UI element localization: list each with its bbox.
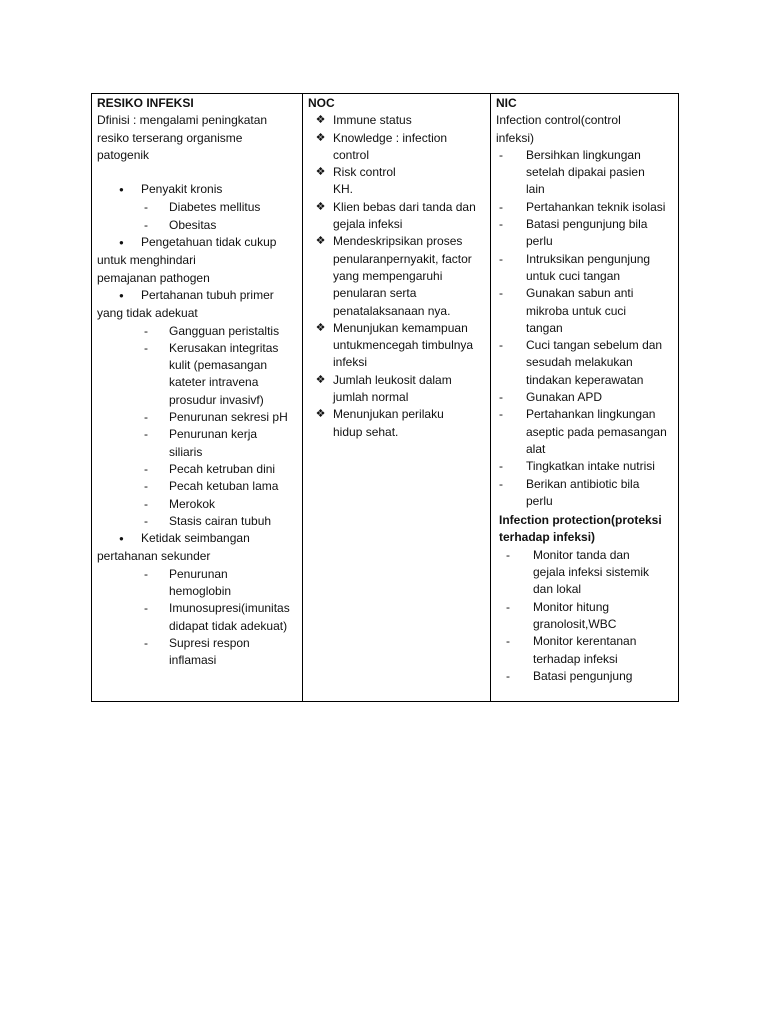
nic-item: - Monitor hitung — [496, 599, 674, 616]
dash-icon — [496, 547, 533, 564]
noc-item: ❖ Menunjukan perilaku — [308, 406, 486, 423]
nic-item: - Batasi pengunjung bila — [496, 216, 674, 233]
risk-factor-sub: - Supresi respon — [97, 635, 298, 652]
dash-icon — [496, 633, 533, 650]
dash-icon — [97, 426, 169, 443]
dash-icon — [496, 285, 526, 302]
risk-factor-sub-line: kateter intravena — [169, 375, 259, 390]
dash-icon — [97, 600, 169, 617]
dash-icon — [97, 340, 169, 357]
risk-factor-sub: - Penurunan — [97, 566, 298, 583]
risk-factor-item: ● Penyakit kronis — [97, 181, 298, 199]
noc-item-line: control — [333, 147, 370, 162]
diamond-bullet-icon: ❖ — [315, 321, 326, 334]
nic-item: - Monitor tanda dan — [496, 547, 674, 564]
risk-factor-sub: - Stasis cairan tubuh — [97, 513, 298, 530]
noc-item-line: gejala infeksi — [333, 217, 403, 232]
noc-item: ❖ Jumlah leukosit dalam — [308, 372, 486, 389]
nic-section-title: Infection control(control — [496, 113, 621, 128]
definition-line: Dfinisi : mengalami peningkatan — [97, 113, 268, 128]
dash-icon — [496, 389, 526, 406]
risk-factor-sub-line: siliaris — [169, 444, 203, 459]
noc-item: ❖ Immune status — [308, 112, 486, 129]
bullet-icon — [97, 530, 141, 548]
diamond-bullet-icon: ❖ — [315, 114, 326, 127]
noc-item-line: penatalaksanaan nya. — [333, 303, 451, 318]
nic-item-line: terhadap infeksi — [533, 651, 618, 666]
nic-item-line: granolosit,WBC — [533, 616, 617, 631]
noc-item-line: untukmencegah timbulnya — [333, 338, 474, 353]
nic-item-line: tindakan keperawatan — [526, 372, 644, 387]
risk-factor-sub: - Pecah ketruban dini — [97, 461, 298, 478]
dash-icon — [496, 251, 526, 268]
diamond-bullet-icon: ❖ — [315, 200, 326, 213]
nic-item-line: dan lokal — [533, 582, 582, 597]
risk-factor-item: ● Pertahanan tubuh primer — [97, 287, 298, 305]
risk-factor-item: ● Pengetahuan tidak cukup — [97, 234, 298, 252]
noc-item: ❖ Menunjukan kemampuan — [308, 320, 486, 337]
nic-item: - Pertahankan teknik isolasi — [496, 199, 674, 216]
diamond-bullet-icon: ❖ — [315, 235, 326, 248]
nic-item: - Berikan antibiotic bila — [496, 476, 674, 493]
dash-icon — [496, 147, 526, 164]
diamond-bullet-icon: ❖ — [315, 408, 326, 421]
nic-header: NIC — [496, 96, 517, 110]
definition-line: patogenik — [97, 147, 150, 162]
diamond-bullet-icon: ❖ — [315, 131, 326, 144]
diamond-bullet-icon: ❖ — [315, 373, 326, 386]
nic-item: - Cuci tangan sebelum dan — [496, 337, 674, 354]
dash-icon — [496, 476, 526, 493]
nic-item-line: gejala infeksi sistemik — [533, 565, 650, 580]
noc-item: ❖ Mendeskripsikan proses — [308, 233, 486, 250]
risk-factor-sub: - Kerusakan integritas — [97, 340, 298, 357]
noc-header: NOC — [308, 96, 335, 110]
dash-icon — [97, 478, 169, 495]
bullet-icon — [97, 287, 141, 305]
noc-item-line: penularanpernyakit, factor — [333, 251, 472, 266]
dash-icon — [496, 216, 526, 233]
dash-icon — [496, 406, 526, 423]
nic-section-title: terhadap infeksi) — [499, 530, 596, 545]
risk-factor-line: yang tidak adekuat — [97, 306, 198, 321]
definition-line: resiko terserang organisme — [97, 130, 243, 145]
risk-factor-sub: - Gangguan peristaltis — [97, 323, 298, 340]
dash-icon — [97, 217, 169, 234]
bullet-icon — [97, 181, 141, 199]
dash-icon — [97, 513, 169, 530]
nic-item-line: setelah dipakai pasien — [526, 165, 645, 180]
noc-item: ❖ Klien bebas dari tanda dan — [308, 199, 486, 216]
diagnosis-column — [92, 94, 303, 701]
risk-factor-sub: - Diabetes mellitus — [97, 199, 298, 216]
noc-column — [303, 94, 491, 701]
dash-icon — [97, 461, 169, 478]
dash-icon — [97, 635, 169, 652]
dash-icon — [496, 199, 526, 216]
nic-item: - Pertahankan lingkungan — [496, 406, 674, 423]
nic-item-line: perlu — [526, 234, 553, 249]
risk-factor-sub: - Penurunan sekresi pH — [97, 409, 298, 426]
nic-item-line: untuk cuci tangan — [526, 268, 621, 283]
bullet-icon — [97, 234, 141, 252]
nic-item: - Gunakan sabun anti — [496, 285, 674, 302]
noc-item-line: yang mempengaruhi — [333, 268, 443, 283]
nic-item-line: aseptic pada pemasangan — [526, 424, 667, 439]
risk-factor-sub-line: hemoglobin — [169, 584, 232, 599]
risk-factor-sub: - Obesitas — [97, 217, 298, 234]
risk-factor-line: pemajanan pathogen — [97, 270, 210, 285]
dash-icon — [496, 337, 526, 354]
risk-factor-sub: - Merokok — [97, 496, 298, 513]
nic-item: - Monitor kerentanan — [496, 633, 674, 650]
dash-icon — [97, 199, 169, 216]
nic-item: - Gunakan APD — [496, 389, 674, 406]
nic-item: - Batasi pengunjung — [496, 668, 674, 685]
nic-section-title: infeksi) — [496, 130, 535, 145]
nic-item-line: perlu — [526, 493, 553, 508]
nic-item: - Intruksikan pengunjung — [496, 251, 674, 268]
risk-factor-sub-line: kulit (pemasangan — [169, 358, 268, 373]
noc-item: ❖ Risk control — [308, 164, 486, 181]
noc-item-line: jumlah normal — [333, 390, 409, 405]
noc-item-line: KH. — [333, 182, 354, 197]
risk-factor-sub-line: didapat tidak adekuat) — [169, 618, 288, 633]
diagnosis-header: RESIKO INFEKSI — [97, 96, 194, 110]
nic-item: - Tingkatkan intake nutrisi — [496, 458, 674, 475]
risk-factor-item: ● Ketidak seimbangan — [97, 530, 298, 548]
risk-factor-sub: - Imunosupresi(imunitas — [97, 600, 298, 617]
dash-icon — [496, 458, 526, 475]
dash-icon — [97, 409, 169, 426]
diamond-bullet-icon: ❖ — [315, 166, 326, 179]
risk-factor-sub: - Pecah ketuban lama — [97, 478, 298, 495]
dash-icon — [496, 668, 533, 685]
risk-factor-line: pertahanan sekunder — [97, 549, 211, 564]
nic-item-line: mikroba untuk cuci — [526, 303, 627, 318]
dash-icon — [496, 599, 533, 616]
nic-item-line: lain — [526, 182, 545, 197]
risk-factor-sub: - Penurunan kerja — [97, 426, 298, 443]
noc-item-line: hidup sehat. — [333, 424, 399, 439]
noc-item-line: penularan serta — [333, 286, 417, 301]
nic-item-line: tangan — [526, 320, 563, 335]
nic-item: - Bersihkan lingkungan — [496, 147, 674, 164]
noc-item-line: infeksi — [333, 355, 368, 370]
nic-item-line: alat — [526, 441, 546, 456]
dash-icon — [97, 323, 169, 340]
dash-icon — [97, 496, 169, 513]
nic-column — [491, 94, 678, 701]
risk-factor-sub-line: inflamasi — [169, 653, 217, 668]
noc-item: ❖ Knowledge : infection — [308, 130, 486, 147]
care-plan-table — [91, 93, 679, 702]
risk-factor-sub-line: prosudur invasivf) — [169, 392, 264, 407]
nic-item-line: sesudah melakukan — [526, 355, 633, 370]
risk-factor-line: untuk menghindari — [97, 253, 196, 268]
dash-icon — [97, 566, 169, 583]
nic-section-title: Infection protection(proteksi — [499, 513, 662, 528]
